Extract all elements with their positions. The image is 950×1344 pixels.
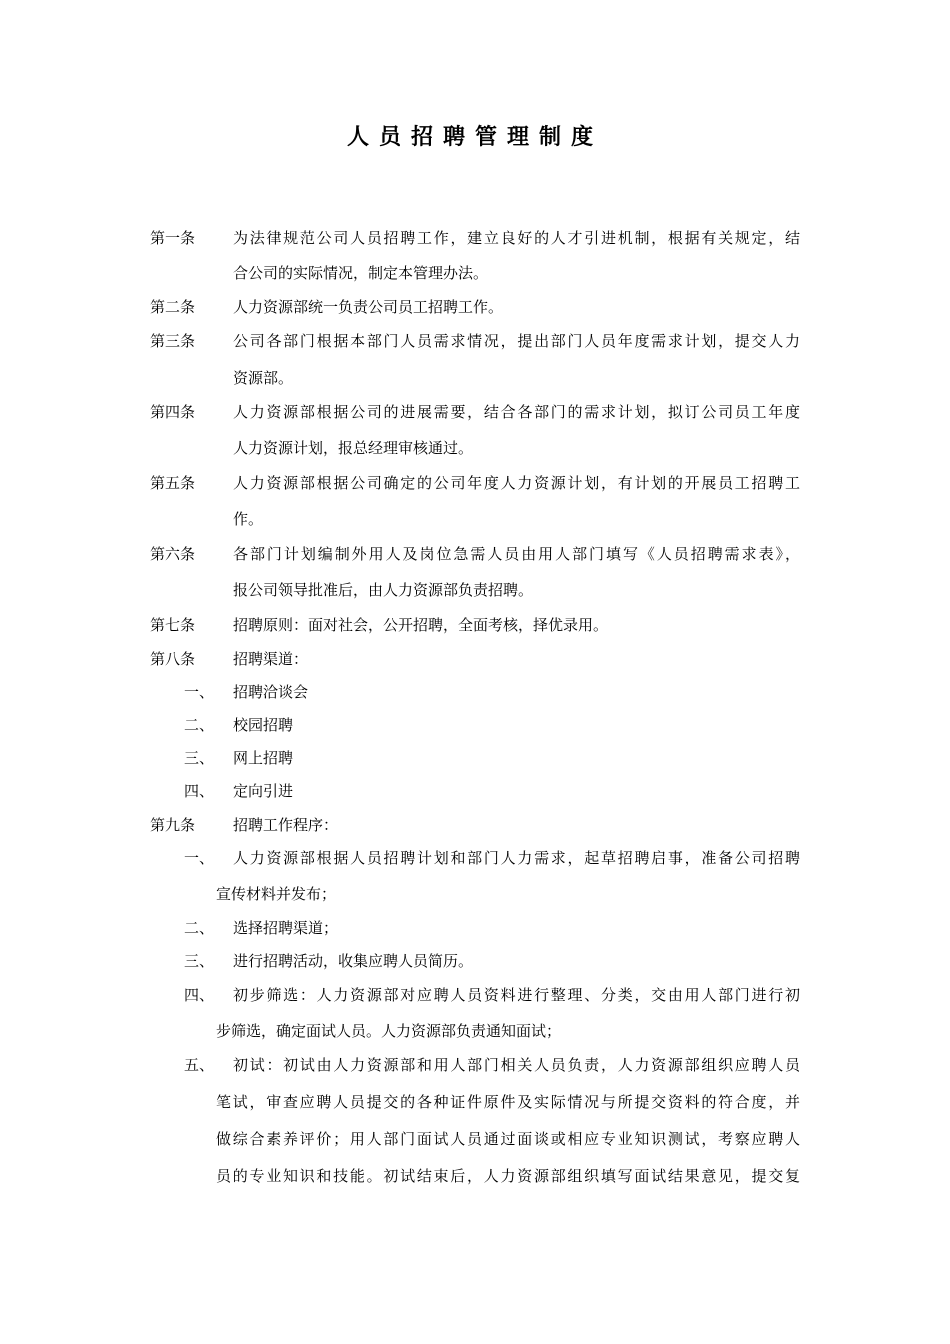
list-item-label: 一、 bbox=[184, 683, 215, 701]
article-label: 第七条 bbox=[150, 616, 196, 634]
list-item-text: 宣传材料并发布； bbox=[216, 885, 337, 903]
article-text: 招聘原则：面对社会，公开招聘，全面考核，择优录用。 bbox=[233, 616, 609, 634]
article-label: 第一条 bbox=[150, 229, 196, 247]
list-item-label: 四、 bbox=[184, 782, 215, 800]
article-label: 第三条 bbox=[150, 332, 196, 350]
article-label: 第六条 bbox=[150, 545, 196, 563]
article-text: 作。 bbox=[233, 510, 264, 528]
list-item-label: 二、 bbox=[184, 716, 215, 734]
list-item-label: 三、 bbox=[184, 952, 215, 970]
article-text: 合公司的实际情况，制定本管理办法。 bbox=[233, 264, 489, 282]
list-item-text: 定向引进 bbox=[233, 782, 294, 800]
list-item-text: 步筛选，确定面试人员。人力资源部负责通知面试； bbox=[216, 1022, 562, 1040]
list-item-text: 做综合素养评价；用人部门面试人员通过面谈或相应专业知识测试，考察应聘人 bbox=[216, 1130, 800, 1148]
article-text: 人力资源计划，报总经理审核通过。 bbox=[233, 439, 474, 457]
article-text: 人力资源部根据公司的进展需要，结合各部门的需求计划，拟订公司员工年度 bbox=[233, 403, 800, 421]
article-text: 各部门计划编制外用人及岗位急需人员由用人部门填写《人员招聘需求表》， bbox=[233, 545, 800, 563]
article-label: 第四条 bbox=[150, 403, 196, 421]
article-text: 公司各部门根据本部门人员需求情况，提出部门人员年度需求计划，提交人力 bbox=[233, 332, 800, 350]
article-text: 招聘工作程序： bbox=[233, 816, 339, 834]
article-label: 第八条 bbox=[150, 650, 196, 668]
list-item-label: 三、 bbox=[184, 749, 215, 767]
article-text: 招聘渠道： bbox=[233, 650, 309, 668]
list-item-text: 进行招聘活动，收集应聘人员简历。 bbox=[233, 952, 474, 970]
list-item-label: 四、 bbox=[184, 986, 215, 1004]
list-item-text: 网上招聘 bbox=[233, 749, 294, 767]
list-item-text: 人力资源部根据人员招聘计划和部门人力需求，起草招聘启事，准备公司招聘 bbox=[233, 849, 800, 867]
article-text: 人力资源部根据公司确定的公司年度人力资源计划，有计划的开展员工招聘工 bbox=[233, 474, 800, 492]
list-item-label: 一、 bbox=[184, 849, 215, 867]
document-title: 人员招聘管理制度 bbox=[346, 125, 603, 150]
article-text: 为法律规范公司人员招聘工作，建立良好的人才引进机制，根据有关规定，结 bbox=[233, 229, 800, 247]
list-item-text: 员的专业知识和技能。初试结束后，人力资源部组织填写面试结果意见，提交复 bbox=[216, 1167, 800, 1185]
article-text: 资源部。 bbox=[233, 369, 294, 387]
article-text: 报公司领导批准后，由人力资源部负责招聘。 bbox=[233, 581, 534, 599]
list-item-label: 五、 bbox=[184, 1056, 215, 1074]
list-item-text: 招聘洽谈会 bbox=[233, 683, 309, 701]
list-item-text: 笔试，审查应聘人员提交的各种证件原件及实际情况与所提交资料的符合度，并 bbox=[216, 1093, 800, 1111]
list-item-text: 校园招聘 bbox=[233, 716, 294, 734]
list-item-text: 初试：初试由人力资源部和用人部门相关人员负责，人力资源部组织应聘人员 bbox=[233, 1056, 800, 1074]
article-label: 第二条 bbox=[150, 298, 196, 316]
article-label: 第五条 bbox=[150, 474, 196, 492]
article-label: 第九条 bbox=[150, 816, 196, 834]
list-item-text: 选择招聘渠道； bbox=[233, 919, 339, 937]
article-text: 人力资源部统一负责公司员工招聘工作。 bbox=[233, 298, 504, 316]
list-item-text: 初步筛选：人力资源部对应聘人员资料进行整理、分类，交由用人部门进行初 bbox=[233, 986, 800, 1004]
list-item-label: 二、 bbox=[184, 919, 215, 937]
